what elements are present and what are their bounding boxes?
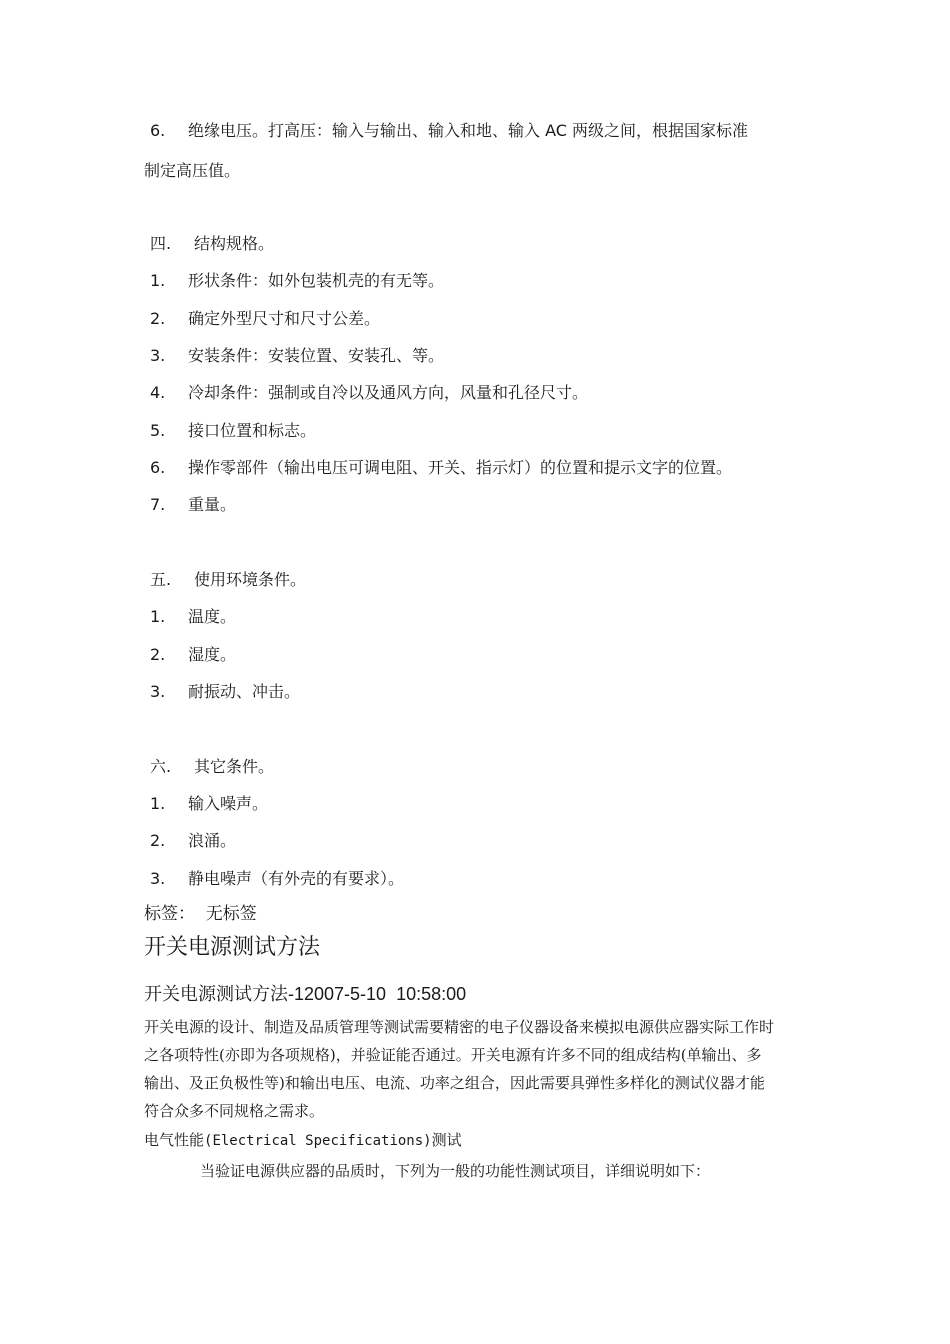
- item-number: 2.: [150, 645, 166, 664]
- paragraph-line: 符合众多不同规格之需求。: [144, 1102, 325, 1120]
- item-number: 2.: [150, 831, 166, 850]
- item-number: 2.: [150, 309, 166, 328]
- list-item: [144, 869, 404, 889]
- item-text: 确定外型尺寸和尺寸公差。: [188, 309, 381, 328]
- subheading-prefix: 电气性能: [144, 1131, 205, 1149]
- item-text: 浪涌。: [188, 831, 237, 850]
- item-text: 绝缘电压。打高压：输入与输出、输入和地、输入 AC 两级之间，根据国家标准: [188, 121, 749, 140]
- item-text: 静电噪声（有外壳的有要求）。: [188, 869, 405, 888]
- list-item: [144, 458, 732, 478]
- item-text: 接口位置和标志。: [188, 421, 317, 440]
- item-number: 1.: [150, 271, 166, 290]
- item-number: 5.: [150, 421, 166, 440]
- item-text: 温度。: [188, 607, 237, 626]
- section-title: 使用环境条件。: [194, 570, 307, 589]
- item-text: 重量。: [188, 495, 237, 514]
- intro-text: 当验证电源供应器的品质时，下列为一般的功能性测试项目，详细说明如下：: [200, 1162, 711, 1180]
- item-text: 湿度。: [188, 645, 237, 664]
- item-number: 3.: [150, 346, 166, 365]
- article-subtitle: 开关电源测试方法-12007-5-10 10:58:00: [144, 984, 467, 1004]
- paragraph-line: 输出、及正负极性等)和输出电压、电流、功率之组合，因此需要具弹性多样化的测试仪器才能: [144, 1074, 765, 1092]
- list-item: [144, 121, 748, 141]
- item-number: 1.: [150, 794, 166, 813]
- list-item: [144, 383, 588, 403]
- item-text: 安装条件：安装位置、安装孔、等。: [188, 346, 445, 365]
- list-item: [144, 607, 236, 627]
- item-number: 6.: [150, 458, 166, 477]
- item-number: 3.: [150, 869, 166, 888]
- item-text: 冷却条件：强制或自冷以及通风方向，风量和孔径尺寸。: [188, 383, 589, 402]
- item-continuation: 制定高压值。: [144, 161, 241, 180]
- subheading-suffix: 测试: [431, 1131, 462, 1149]
- item-text: 输入噪声。: [188, 794, 269, 813]
- section-number: 五.: [150, 570, 172, 589]
- list-item: [144, 831, 236, 851]
- section-heading: [144, 570, 306, 590]
- list-item: [144, 645, 236, 665]
- item-number: 7.: [150, 495, 166, 514]
- section-number: 六.: [150, 757, 172, 776]
- item-number: 6.: [150, 121, 166, 140]
- section-heading: [144, 757, 274, 777]
- list-item: [144, 495, 236, 515]
- list-item: [144, 682, 300, 702]
- list-item: [144, 794, 268, 814]
- section-heading: [144, 234, 274, 254]
- section-title: 结构规格。: [194, 234, 275, 253]
- article-title: 开关电源测试方法: [144, 935, 321, 960]
- subheading-english: (Electrical Specifications): [204, 1133, 432, 1149]
- item-number: 3.: [150, 682, 166, 701]
- list-item: [144, 309, 380, 329]
- section-number: 四.: [150, 234, 172, 253]
- section-subheading: [144, 1130, 462, 1151]
- list-item: [144, 271, 444, 291]
- paragraph-line: 之各项特性(亦即为各项规格)，并验证能否通过。开关电源有许多不同的组成结构(单输出、多: [144, 1046, 762, 1064]
- item-text: 形状条件：如外包装机壳的有无等。: [188, 271, 445, 290]
- list-item: [144, 346, 444, 366]
- paragraph-line: 开关电源的设计、制造及品质管理等测试需要精密的电子仪器设备来模拟电源供应器实际工作时: [144, 1018, 775, 1036]
- item-text: 操作零部件（输出电压可调电阻、开关、指示灯）的位置和提示文字的位置。: [188, 458, 733, 477]
- list-item: [144, 421, 316, 441]
- item-number: 4.: [150, 383, 166, 402]
- item-number: 1.: [150, 607, 166, 626]
- section-title: 其它条件。: [194, 757, 275, 776]
- tags-line: 标签： 无标签: [144, 904, 257, 924]
- item-text: 耐振动、冲击。: [188, 682, 301, 701]
